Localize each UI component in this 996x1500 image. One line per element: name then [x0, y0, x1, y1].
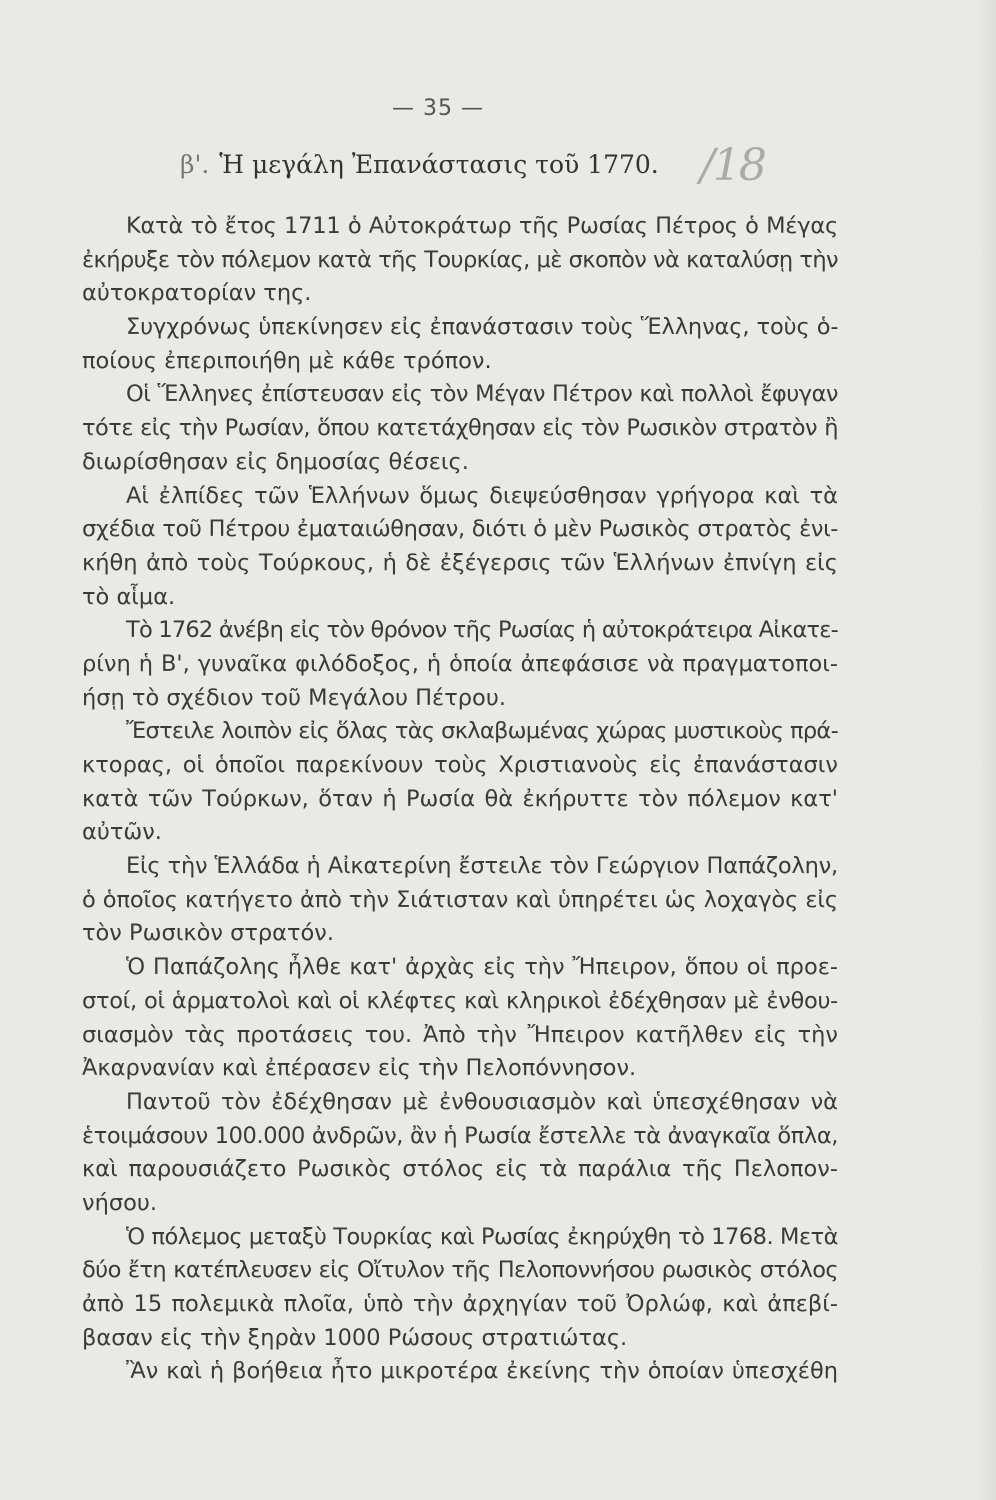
text-line: καὶ παρουσιάζετο Ρωσικὸς στόλος εἰς τὰ παράλια τῆς Πελοπον- — [82, 1156, 838, 1183]
page-edge-shadow — [978, 0, 996, 1500]
text-line: ἀπὸ 15 πολεμικὰ πλοῖα, ὑπὸ τὴν ἀρχηγίαν τοῦ Ὀρλώφ, καὶ ἀπεβί- — [82, 1291, 838, 1317]
text-line: δύο ἔτη κατέπλευσεν εἰς Οἴτυλον τῆς Πελοποννήσου ρωσικὸς στόλος — [82, 1257, 838, 1284]
text-line: Ἂν καὶ ἡ βοήθεια ἦτο μικροτέρα ἐκείνης τὴν ὁποίαν ὑπεσχέθη — [126, 1358, 838, 1385]
text-line: Ἔστειλε λοιπὸν εἰς ὅλας τὰς σκλαβωμένας χώρας μυστικοὺς πρά- — [126, 718, 838, 745]
text-line: ρίνη ἡ Β', γυναῖκα φιλόδοξος, ἡ ὁποία ἀπεφάσισε νὰ πραγματοποι- — [82, 650, 838, 677]
handwritten-annotation: /18 — [700, 140, 765, 191]
page-number: — 35 — — [392, 96, 484, 121]
text-line: νήσου. — [82, 1189, 158, 1216]
text-line: κτορας, οἱ ὁποῖοι παρεκίνουν τοὺς Χριστιανοὺς εἰς ἐπανάστασιν — [82, 752, 838, 778]
text-line: αὐτῶν. — [82, 819, 162, 846]
text-line: κήθη ἀπὸ τοὺς Τούρκους, ἡ δὲ ἐξέγερσις τῶν Ἑλλήνων ἐπνίγη εἰς — [82, 549, 838, 576]
text-line: βασαν εἰς τὴν ξηρὰν 1000 Ρώσους στρατιώτας. — [82, 1324, 628, 1351]
text-line: σιασμὸν τὰς προτάσεις του. Ἀπὸ τὴν Ἤπειρον κατῆλθεν εἰς τὴν — [82, 1021, 838, 1048]
text-line: τὸν Ρωσικὸν στρατόν. — [82, 920, 335, 947]
text-line: Συγχρόνως ὑπεκίνησεν εἰς ἐπανάστασιν τοὺς Ἕλληνας, τοὺς ὁ- — [126, 314, 839, 341]
text-line: στοί, οἱ ἁρματολοὶ καὶ οἱ κλέφτες καὶ κληρικοὶ ἐδέχθησαν μὲ ἐνθου- — [82, 987, 838, 1014]
text-line: ὁ ὁποῖος κατήγετο ἀπὸ τὴν Σιάτισταν καὶ ὑπηρέτει ὡς λοχαγὸς εἰς — [82, 886, 838, 913]
text-line: Κατὰ τὸ ἔτος 1711 ὁ Αὐτοκράτωρ τῆς Ρωσίας Πέτρος ὁ Μέγας — [126, 213, 838, 239]
section-heading-title: Ἡ μεγάλη Ἐπανάστασις τοῦ 1770. — [219, 150, 659, 179]
body-text — [82, 210, 838, 1389]
text-line: ήσῃ τὸ σχέδιον τοῦ Μεγάλου Πέτρου. — [82, 684, 506, 711]
text-line: Αἱ ἐλπίδες τῶν Ἑλλήνων ὅμως διεψεύσθησαν γρήγορα καὶ τὰ — [126, 482, 838, 509]
section-heading-prefix: β'. — [180, 150, 210, 179]
text-line: αὐτοκρατορίαν της. — [82, 280, 312, 307]
text-line: ποίους ἐπεριποιήθη μὲ κάθε τρόπον. — [82, 347, 492, 374]
text-line: Ὁ Παπάζολης ἦλθε κατ' ἀρχὰς εἰς τὴν Ἤπειρον, ὅπου οἱ προε- — [126, 954, 838, 981]
text-line: Ἀκαρνανίαν καὶ ἐπέρασεν εἰς τὴν Πελοπόννησον. — [82, 1055, 637, 1082]
text-line: κατὰ τῶν Τούρκων, ὅταν ἡ Ρωσία θὰ ἐκήρυττε τὸν πόλεμον κατ' — [82, 785, 838, 812]
text-line: διωρίσθησαν εἰς δημοσίας θέσεις. — [82, 448, 469, 475]
text-line: ἐκήρυξε τὸν πόλεμον κατὰ τῆς Τουρκίας, μὲ σκοπὸν νὰ καταλύσῃ τὴν — [82, 246, 838, 273]
text-line: Ὁ πόλεμος μεταξὺ Τουρκίας καὶ Ρωσίας ἐκηρύχθη τὸ 1768. Μετὰ — [126, 1223, 838, 1250]
text-line: Εἰς τὴν Ἑλλάδα ἡ Αἰκατερίνη ἔστειλε τὸν Γεώργιον Παπάζολην, — [126, 853, 838, 880]
text-line: σχέδια τοῦ Πέτρου ἐματαιώθησαν, διότι ὁ μὲν Ρωσικὸς στρατὸς ἐνι- — [82, 516, 838, 543]
text-line: Παντοῦ τὸν ἐδέχθησαν μὲ ἐνθουσιασμὸν καὶ ὑπεσχέθησαν νὰ — [126, 1088, 838, 1115]
text-line: Τὸ 1762 ἀνέβη εἰς τὸν θρόνον τῆς Ρωσίας ἡ αὐτοκράτειρα Αἰκατε- — [126, 617, 838, 644]
text-line: τότε εἰς τὴν Ρωσίαν, ὅπου κατετάχθησαν εἰς τὸν Ρωσικὸν στρατὸν ἢ — [82, 415, 838, 442]
text-line: τὸ αἷμα. — [82, 583, 176, 610]
text-line: ἑτοιμάσουν 100.000 ἀνδρῶν, ἂν ἡ Ρωσία ἔστελλε τὰ ἀναγκαῖα ὅπλα, — [82, 1122, 838, 1149]
text-line: Οἱ Ἕλληνες ἐπίστευσαν εἰς τὸν Μέγαν Πέτρον καὶ πολλοὶ ἔφυγαν — [126, 381, 838, 408]
